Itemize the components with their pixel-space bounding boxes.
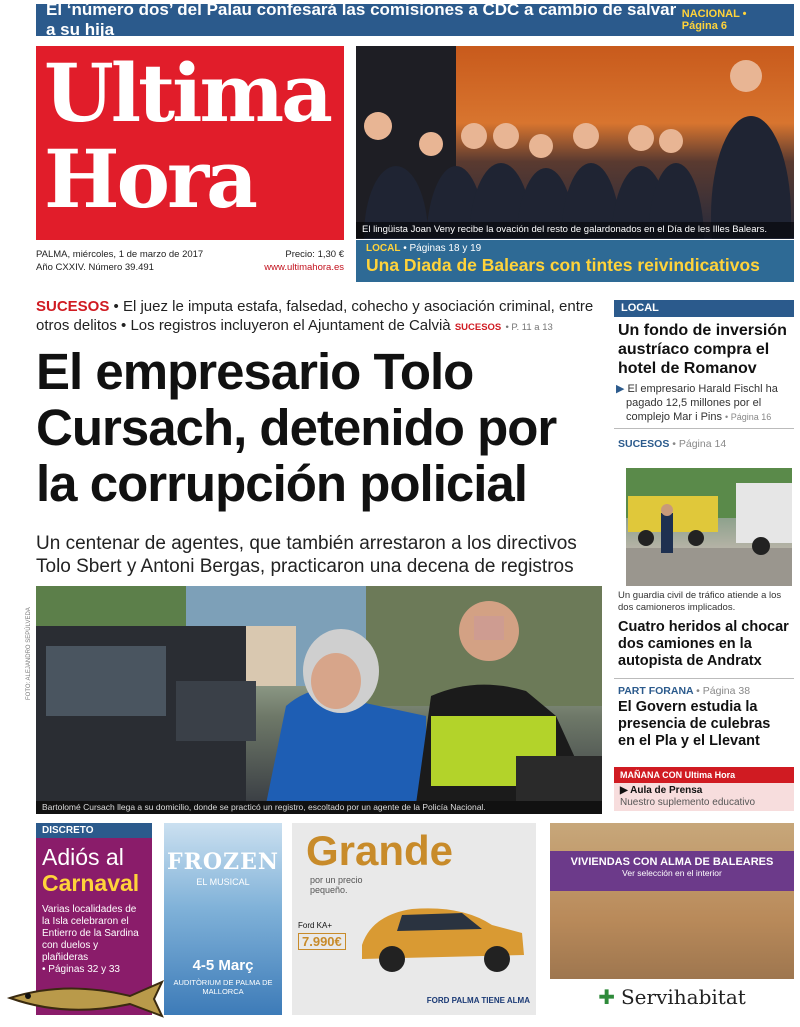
car-illustration bbox=[292, 885, 536, 975]
discreto-text: Varias localidades de la Isla celebraron el Entierro de la Sardina con duelos y plañideras • Páginas 32 y 33 bbox=[42, 904, 139, 975]
logo-line1: Ultima bbox=[44, 46, 330, 140]
lead-subtitle bbox=[36, 297, 602, 337]
lead-photo-illustration bbox=[36, 586, 602, 804]
frozen-venue: AUDITÒRIUM DE PALMA DE MALLORCA bbox=[173, 978, 273, 996]
right-forana-kicker: PART FORANA • Página 38 bbox=[618, 685, 751, 697]
frozen-title: FROZEN bbox=[166, 849, 279, 875]
location-date: PALMA, miércoles, 1 de marzo de 2017 bbox=[36, 249, 204, 260]
servi-title: VIVIENDAS CON ALMA DE BALEARES bbox=[570, 856, 774, 868]
local-teaser[interactable] bbox=[356, 240, 794, 282]
sucesos-photo-caption: Un guardia civil de tráfico atiende a los dos camioneros implicados. bbox=[618, 590, 782, 613]
lead-subtitle-text: • El juez le imputa estafa, falsedad, cohecho y asociación criminal, entre otros delitos • Los registros incluyeron el Ajuntament de Calvià bbox=[36, 298, 594, 334]
lead-photo-credit: FOTO: ALEJANDRO SEPÚLVEDA bbox=[26, 607, 32, 700]
divider bbox=[614, 678, 794, 679]
right-forana-headline[interactable]: El Govern estudia la presencia de culebras en el Pla y el Llevant bbox=[618, 699, 771, 749]
top-photo[interactable] bbox=[356, 46, 794, 239]
right-column bbox=[614, 300, 794, 452]
local-headline: Una Diada de Balears con tintes reivindicativos bbox=[366, 255, 760, 275]
ford-dealer: FORD PALMA TIENE ALMA bbox=[426, 996, 530, 1005]
discreto-title: Adiós al Carnaval bbox=[42, 844, 140, 896]
ford-ad[interactable] bbox=[292, 823, 536, 1015]
lead-ref-pages: • P. 11 a 13 bbox=[505, 322, 553, 333]
sucesos-photo[interactable] bbox=[626, 468, 792, 586]
aula-title: ▶ Aula de Prensa bbox=[620, 785, 703, 796]
manana-label: MAÑANA CON Ultima Hora bbox=[614, 767, 794, 783]
servi-brand: ✚ Servihabitat bbox=[550, 979, 794, 1015]
right-local-headline[interactable]: Un fondo de inversión austríaco compra el hotel de Romanov bbox=[618, 322, 787, 377]
lead-ref-section: SUCESOS bbox=[454, 322, 502, 333]
right-sucesos-kicker: SUCESOS • Página 14 bbox=[618, 438, 727, 450]
top-photo-illustration bbox=[356, 46, 794, 239]
top-banner-section: NACIONAL • Página 6 bbox=[681, 8, 747, 32]
frozen-dates: 4-5 Març bbox=[192, 957, 254, 974]
ford-grande-title: Grande bbox=[306, 827, 454, 874]
local-kicker: LOCAL • Páginas 18 y 19 bbox=[366, 243, 482, 254]
sucesos-photo-illustration bbox=[626, 468, 792, 586]
discreto-label: DISCRETO bbox=[36, 823, 152, 838]
servi-banner bbox=[550, 851, 794, 891]
sardine-illustration bbox=[6, 976, 166, 1022]
masthead-logo bbox=[36, 46, 344, 240]
servi-subtitle: Ver selección en el interior bbox=[622, 868, 722, 878]
main-headline[interactable]: El empresario Tolo Cursach, detenido por la corrupción policial bbox=[36, 343, 557, 512]
ford-model: Ford KA+ bbox=[298, 921, 333, 930]
aula-subtitle: Nuestro suplemento educativo bbox=[620, 797, 756, 808]
frozen-sub: EL MUSICAL bbox=[196, 877, 250, 887]
top-banner-headline: El ‘número dos’ del Palau confesará las comisiones a CDC a cambio de salvar a su hija bbox=[46, 0, 677, 39]
logo-line2: Hora bbox=[44, 132, 255, 226]
top-photo-caption: El lingüista Joan Veny recibe la ovación del resto de galardonados en el Día de les Illes Balears. bbox=[356, 222, 794, 238]
website-link[interactable]: www.ultimahora.es bbox=[264, 262, 344, 273]
main-subhead: Un centenar de agentes, que también arrestaron a los directivos Tolo Sbert y Antoni Bergas, practicaron una decena de registros bbox=[36, 533, 577, 577]
lead-photo[interactable] bbox=[36, 586, 602, 804]
top-banner[interactable] bbox=[36, 0, 794, 39]
price: Precio: 1,30 € bbox=[285, 249, 344, 260]
ford-subtitle: por un precio pequeño. bbox=[310, 875, 363, 895]
lead-photo-caption: Bartolomé Cursach llega a su domicilio, donde se practicó un registro, escoltado por un agente de la Policía Nacional. bbox=[36, 801, 602, 814]
lead-section-label: SUCESOS bbox=[36, 298, 110, 315]
frozen-ad[interactable] bbox=[164, 823, 282, 1015]
masthead-info bbox=[36, 248, 344, 278]
right-sucesos-headline[interactable]: Cuatro heridos al chocar dos camiones en la autopista de Andratx bbox=[618, 619, 789, 669]
servihabitat-ad[interactable] bbox=[550, 823, 794, 1015]
year-number: Año CXXIV. Número 39.491 bbox=[36, 262, 154, 273]
right-local-text: ▶ El empresario Harald Fischl ha pagado 12,5 millones por el complejo Mar i Pins • Página 16 bbox=[616, 383, 778, 423]
aula-promo[interactable] bbox=[614, 783, 794, 811]
right-local-label: LOCAL bbox=[614, 300, 794, 317]
divider bbox=[614, 428, 794, 429]
ford-price: 7.990€ bbox=[298, 933, 346, 950]
